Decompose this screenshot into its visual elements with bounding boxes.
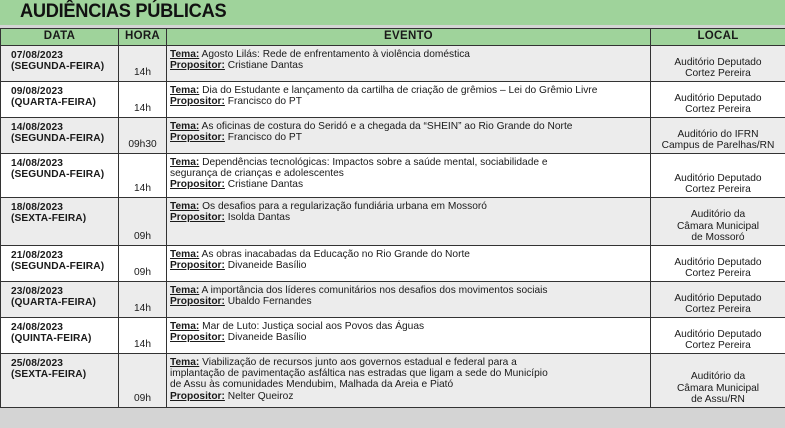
table-row [1, 354, 785, 408]
date-cell [1, 198, 119, 246]
location-line: Câmara Municipal [676, 382, 760, 394]
weekday-value: (SEGUNDA-FEIRA) [11, 61, 105, 73]
event-cell [167, 46, 651, 82]
propositor-line [170, 179, 650, 190]
weekday-value: (SEGUNDA-FEIRA) [11, 261, 105, 273]
propositor-label: Propositor: [170, 296, 225, 308]
event-cell [167, 118, 651, 154]
location-line: Cortez Pereira [685, 103, 751, 115]
table-body [1, 46, 785, 408]
location-line: Cortez Pereira [685, 67, 751, 79]
propositor-line [170, 96, 650, 107]
tema-line: segurança de crianças e adolescentes [170, 168, 344, 180]
location-line: Auditório do IFRN [677, 128, 759, 140]
date-value: 23/08/2023 [11, 286, 63, 297]
location-cell [651, 46, 785, 82]
time-cell: 14h [119, 318, 167, 354]
tema-line [170, 121, 650, 132]
propositor-name: Cristiane Dantas [227, 60, 304, 72]
tema-text: As oficinas de costura do Seridó e a chegada da “SHEIN” ao Rio Grande do Norte [201, 121, 573, 132]
location-line: Cortez Pereira [685, 303, 751, 315]
time-cell: 09h30 [119, 118, 167, 154]
date-cell [1, 154, 119, 198]
weekday-value: (SEXTA-FEIRA) [11, 369, 87, 381]
propositor-label: Propositor: [170, 96, 225, 108]
tema-line [170, 321, 650, 332]
tema-label: Tema: [170, 157, 200, 168]
tema-text: A importância dos líderes comunitários nos desafios dos movimentos sociais [201, 285, 548, 296]
page-title: AUDIÊNCIAS PÚBLICAS [20, 1, 227, 22]
table-row [1, 318, 785, 354]
table-header-row [1, 29, 785, 46]
date-cell [1, 318, 119, 354]
propositor-line [170, 260, 650, 271]
tema-line [170, 249, 650, 260]
propositor-line [170, 332, 650, 343]
time-cell: 09h [119, 354, 167, 408]
hearings-table [0, 28, 785, 408]
propositor-name: Divaneide Basílio [227, 332, 307, 344]
time-cell: 14h [119, 46, 167, 82]
location-line: de Mossoró [691, 231, 745, 243]
propositor-label: Propositor: [170, 390, 225, 402]
column-header-date: DATA [1, 29, 119, 46]
weekday-value: (SEXTA-FEIRA) [11, 213, 87, 225]
tema-line [170, 157, 650, 168]
propositor-line [170, 60, 650, 71]
column-header-hora: HORA [119, 29, 167, 46]
location-line: Cortez Pereira [685, 339, 751, 351]
tema-label: Tema: [170, 201, 200, 212]
tema-line [170, 201, 650, 212]
table-row [1, 118, 785, 154]
tema-text: Viabilização de recursos junto aos governos estadual e federal para a [202, 357, 517, 368]
propositor-label: Propositor: [170, 60, 225, 72]
date-value: 18/08/2023 [11, 202, 63, 213]
propositor-name: Francisco do PT [227, 96, 302, 108]
location-line: Auditório Deputado [674, 172, 762, 184]
propositor-line [170, 132, 650, 143]
tema-line [170, 285, 650, 296]
propositor-label: Propositor: [170, 260, 225, 272]
time-cell: 14h [119, 82, 167, 118]
propositor-label: Propositor: [170, 332, 225, 344]
location-cell [651, 246, 785, 282]
table-row [1, 154, 785, 198]
propositor-line [170, 212, 650, 223]
tema-line [170, 49, 650, 60]
location-cell [651, 118, 785, 154]
location-cell [651, 154, 785, 198]
location-line: Auditório Deputado [674, 92, 762, 104]
title-bar [0, 0, 785, 25]
event-cell [167, 246, 651, 282]
location-cell [651, 354, 785, 408]
time-cell: 09h [119, 198, 167, 246]
date-cell [1, 246, 119, 282]
location-line: Auditório Deputado [674, 256, 762, 268]
column-header-evento: EVENTO [167, 29, 651, 46]
date-cell [1, 354, 119, 408]
location-line: Auditório da [690, 209, 746, 221]
tema-label: Tema: [170, 249, 200, 260]
location-cell [651, 282, 785, 318]
tema-line: de Assu às comunidades Mendubim, Malhada da Areia e Piató [170, 379, 454, 391]
location-line: Câmara Municipal [676, 220, 760, 232]
tema-text: Dependências tecnológicas: Impactos sobre a saúde mental, sociabilidade e [202, 157, 548, 168]
date-value: 14/08/2023 [11, 158, 63, 169]
location-cell [651, 318, 785, 354]
weekday-value: (QUARTA-FEIRA) [11, 297, 96, 309]
tema-line [170, 85, 650, 96]
location-line: Auditório da [690, 371, 746, 383]
weekday-value: (QUARTA-FEIRA) [11, 97, 96, 109]
time-cell: 14h [119, 282, 167, 318]
propositor-label: Propositor: [170, 179, 225, 191]
event-cell [167, 354, 651, 408]
location-cell [651, 198, 785, 246]
weekday-value: (SEGUNDA-FEIRA) [11, 133, 105, 145]
propositor-name: Francisco do PT [227, 132, 302, 144]
date-value: 09/08/2023 [11, 86, 63, 97]
weekday-value: (QUINTA-FEIRA) [11, 333, 92, 345]
tema-label: Tema: [170, 121, 200, 132]
date-value: 25/08/2023 [11, 358, 63, 369]
location-line: de Assu/RN [691, 393, 745, 405]
date-value: 14/08/2023 [11, 122, 63, 133]
table-row [1, 46, 785, 82]
tema-line: implantação de pavimentação asfáltica nas estradas que ligam a sede do Município [170, 368, 548, 380]
location-line: Auditório Deputado [674, 328, 762, 340]
tema-label: Tema: [170, 285, 200, 296]
tema-label: Tema: [170, 49, 200, 60]
propositor-name: Nelter Queiroz [227, 390, 294, 402]
table-row [1, 246, 785, 282]
location-line: Auditório Deputado [674, 56, 762, 68]
tema-text: Dia do Estudante e lançamento da cartilha de criação de grêmios – Lei do Grêmio Livre [202, 85, 598, 96]
tema-label: Tema: [170, 85, 200, 96]
time-cell: 09h [119, 246, 167, 282]
date-cell [1, 82, 119, 118]
weekday-value: (SEGUNDA-FEIRA) [11, 169, 105, 181]
column-header-local: LOCAL [651, 29, 785, 46]
date-cell [1, 46, 119, 82]
propositor-name: Divaneide Basílio [227, 260, 307, 272]
tema-text: Mar de Luto: Justiça social aos Povos das Águas [202, 321, 425, 332]
event-cell [167, 154, 651, 198]
tema-text: Os desafios para a regularização fundiária urbana em Mossoró [202, 201, 487, 212]
tema-label: Tema: [170, 357, 200, 368]
propositor-label: Propositor: [170, 212, 225, 224]
date-value: 24/08/2023 [11, 322, 63, 333]
location-cell [651, 82, 785, 118]
event-cell [167, 318, 651, 354]
time-cell: 14h [119, 154, 167, 198]
propositor-line [170, 391, 650, 402]
table-row [1, 82, 785, 118]
location-line: Campus de Parelhas/RN [661, 139, 775, 151]
tema-label: Tema: [170, 321, 200, 332]
date-cell [1, 282, 119, 318]
location-line: Auditório Deputado [674, 292, 762, 304]
event-cell [167, 198, 651, 246]
table-row [1, 198, 785, 246]
tema-text: As obras inacabadas da Educação no Rio Grande do Norte [201, 249, 470, 260]
propositor-name: Isolda Dantas [227, 212, 291, 224]
date-value: 21/08/2023 [11, 250, 63, 261]
tema-line [170, 357, 650, 368]
propositor-label: Propositor: [170, 132, 225, 144]
location-line: Cortez Pereira [685, 183, 751, 195]
event-cell [167, 282, 651, 318]
location-line: Cortez Pereira [685, 267, 751, 279]
tema-text: Agosto Lilás: Rede de enfrentamento à violência doméstica [201, 49, 470, 60]
propositor-name: Ubaldo Fernandes [227, 296, 312, 308]
propositor-line [170, 296, 650, 307]
table-row [1, 282, 785, 318]
date-cell [1, 118, 119, 154]
event-cell [167, 82, 651, 118]
propositor-name: Cristiane Dantas [227, 179, 304, 191]
date-value: 07/08/2023 [11, 50, 63, 61]
